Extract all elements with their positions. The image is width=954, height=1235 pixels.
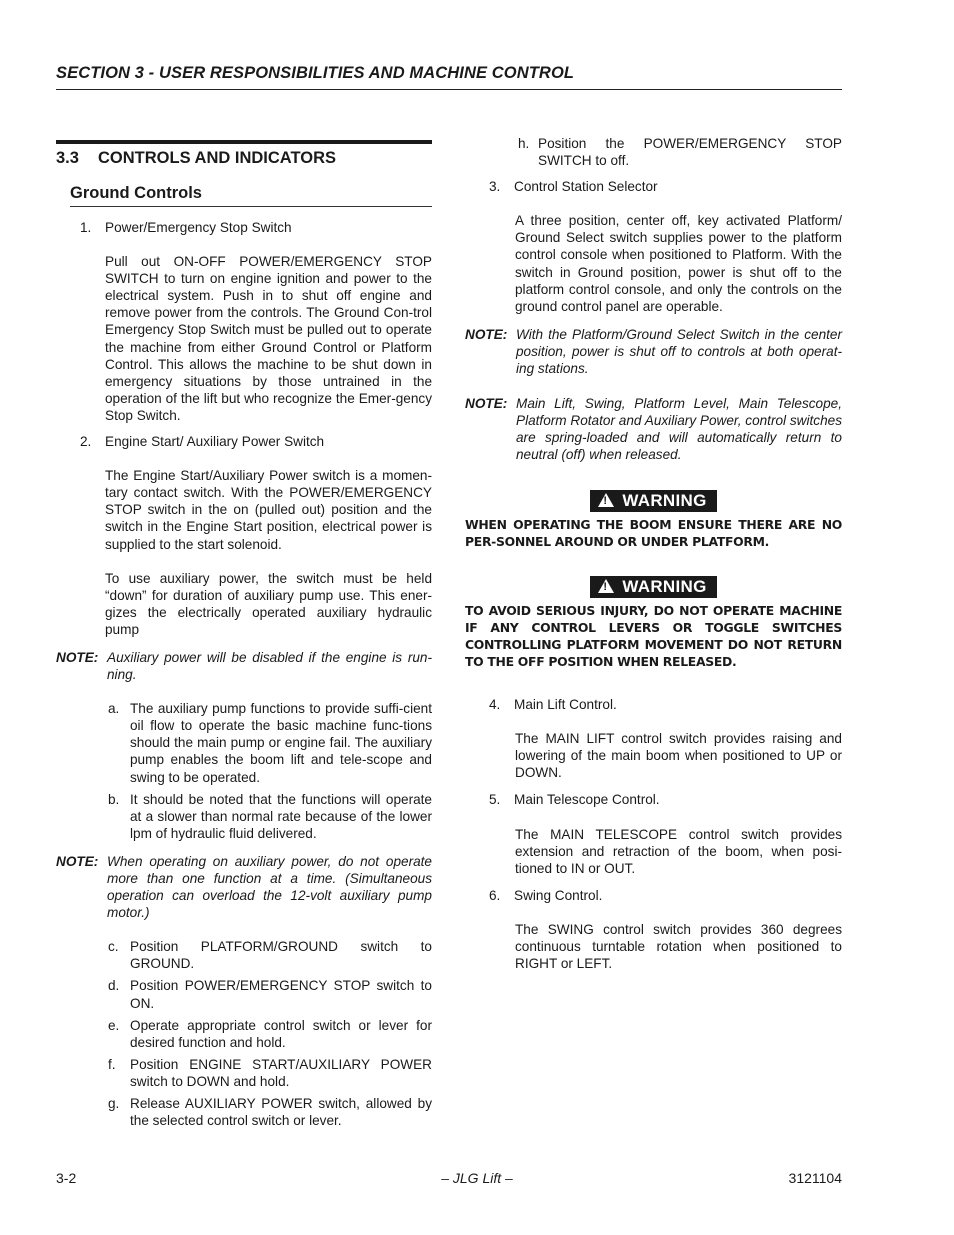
item-text: Position ENGINE START/AUXILIARY POWER switch to DOWN and hold.: [130, 1056, 432, 1089]
list-item-e: [108, 1017, 432, 1051]
doc-number: 3121104: [788, 1170, 842, 1186]
item-text: Position PLATFORM/GROUND switch to GROUND.: [130, 939, 432, 972]
item-number: 1.: [80, 220, 92, 235]
subsection-title: Ground Controls: [70, 183, 432, 207]
note: [56, 853, 432, 921]
item-number: 5.: [489, 792, 501, 808]
paragraph: Pull out ON-OFF POWER/EMERGENCY STOP SWITCH to turn on engine ignition and power to the electrical system. Push in to shut off engine and remove power from the controls. The Ground Con-trol Emergency Stop Switch must be pulled out to operate the machine from either Ground Control or Platform Control. This allows the machine to be shut down in emergency situations by those untrained in the operation of the lift but who recognize the Emer-gency Stop Switch.: [105, 254, 432, 423]
item-letter: e.: [108, 1017, 120, 1033]
item-letter: f.: [108, 1056, 116, 1072]
item-letter: b.: [108, 791, 120, 807]
item-letter: h.: [518, 136, 530, 151]
section-header: SECTION 3 - USER RESPONSIBILITIES AND MACHINE CONTROL: [56, 64, 575, 82]
item-letter: a.: [108, 701, 120, 717]
paragraph: The MAIN TELESCOPE control switch provides extension and retraction of the boom, when posi-tioned to IN or OUT.: [515, 826, 842, 876]
item-title: Main Telescope Control.: [514, 792, 660, 808]
paragraph: To use auxiliary power, the switch must be held “down” for duration of auxiliary pump use. This ener-gizes the electrically operated auxiliary hydraulic pump: [105, 570, 432, 637]
right-column: [465, 135, 842, 972]
list-item-c: [108, 938, 432, 972]
warning-block: [465, 490, 842, 512]
section-title-text: CONTROLS AND INDICATORS: [98, 149, 337, 167]
item-text: Position the POWER/EMERGENCY STOP SWITCH to off.: [538, 136, 842, 169]
warning-badge: [590, 490, 716, 512]
left-column: [56, 140, 432, 1129]
item-letter: c.: [108, 939, 119, 955]
item-title: Power/Emergency Stop Switch: [105, 220, 292, 235]
item-number: 4.: [489, 697, 501, 713]
warning-text: TO AVOID SERIOUS INJURY, DO NOT OPERATE MACHINE IF ANY CONTROL LEVERS OR TOGGLE SWITCHES CONTROLLING PLATFORM MOVEMENT DO NOT RETURN TO THE OFF POSITION WHEN RELEASED.: [465, 602, 842, 669]
item-letter: g.: [108, 1096, 120, 1112]
warning-badge: [590, 576, 716, 598]
list-item-b: [108, 791, 432, 842]
footer-center: – JLG Lift –: [441, 1170, 513, 1186]
item-title: Engine Start/ Auxiliary Power Switch: [105, 434, 325, 450]
list-item-g: [108, 1095, 432, 1129]
item-number: 3.: [489, 179, 501, 195]
list-item-f: [108, 1056, 432, 1090]
note: [56, 649, 432, 683]
item-text: It should be noted that the functions will operate at a slower than normal rate because of the lower lpm of hydraulic fluid delivered.: [130, 791, 432, 841]
header-rule: [56, 89, 842, 90]
note-label: NOTE:: [465, 326, 508, 342]
note-text: Main Lift, Swing, Platform Level, Main Telescope, Platform Rotator and Auxiliary Power, control switches are spring-loaded and will automatically return to neutral (off) when released.: [516, 396, 842, 463]
paragraph: A three position, center off, key activated Platform/ Ground Select switch supplies power to the platform control console when positioned to Platform. With the switch in Ground position, power is shut off to the platform control console, and only the controls on the ground control panel are operable.: [515, 213, 842, 314]
item-title: Swing Control.: [514, 887, 603, 903]
note-label: NOTE:: [56, 853, 99, 869]
note-text: When operating on auxiliary power, do not operate more than one function at a time. (Simultaneous operation can overload the 12-volt auxiliary pump motor.): [107, 853, 432, 921]
list-item-4: [465, 696, 842, 713]
item-number: 6.: [489, 887, 501, 903]
item-text: Operate appropriate control switch or lever for desired function and hold.: [130, 1017, 432, 1050]
note: [465, 326, 842, 377]
item-text: The auxiliary pump functions to provide suffi-cient oil flow to operate the basic machine func-tions should the main pump or engine fail. The auxiliary pump enables the boom lift and tele-scope and swing to be operated.: [130, 701, 432, 785]
item-number: 2.: [80, 434, 92, 450]
list-item-h: [518, 135, 842, 169]
section-title: [56, 148, 432, 168]
note-text: Auxiliary power will be disabled if the engine is run-ning.: [107, 649, 432, 683]
paragraph: The SWING control switch provides 360 degrees continuous turntable rotation when positioned to RIGHT or LEFT.: [515, 921, 842, 972]
list-item-d: [108, 977, 432, 1011]
paragraph: The MAIN LIFT control switch provides raising and lowering of the main boom when positioned to UP or DOWN.: [515, 731, 842, 781]
note-label: NOTE:: [56, 649, 99, 665]
list-item-5: [465, 791, 842, 808]
warning-badge-label: WARNING: [622, 490, 707, 510]
note-text: With the Platform/Ground Select Switch in the center position, power is shut off to controls at both operat-ing stations.: [516, 326, 842, 377]
warning-badge-label: WARNING: [622, 576, 707, 596]
list-item-1: [56, 219, 432, 236]
list-item-2: [56, 433, 432, 450]
warning-text: WHEN OPERATING THE BOOM ENSURE THERE ARE NO PER-SONNEL AROUND OR UNDER PLATFORM.: [465, 516, 842, 549]
paragraph: The Engine Start/Auxiliary Power switch is a momen-tary contact switch. With the POWER/EMERGENCY STOP switch in the on (pulled out) position and the switch in the Engine Start position, electrical power is supplied to the start solenoid.: [105, 468, 432, 552]
list-item-a: [108, 700, 432, 785]
section-number: 3.3: [56, 149, 79, 167]
warning-triangle-icon: [598, 493, 614, 507]
item-text: Position POWER/EMERGENCY STOP switch to ON.: [130, 978, 432, 1011]
warning-block: [465, 576, 842, 598]
item-letter: d.: [108, 978, 120, 994]
page-number: 3-2: [56, 1170, 77, 1186]
item-text: Release AUXILIARY POWER switch, allowed by the selected control switch or lever.: [130, 1096, 432, 1129]
section-rule: [56, 140, 432, 144]
list-item-3: [465, 178, 842, 195]
warning-triangle-icon: [598, 579, 614, 593]
list-item-6: [465, 887, 842, 904]
item-title: Control Station Selector: [514, 179, 658, 195]
note-label: NOTE:: [465, 396, 508, 412]
item-title: Main Lift Control.: [514, 697, 617, 713]
note: [465, 395, 842, 463]
